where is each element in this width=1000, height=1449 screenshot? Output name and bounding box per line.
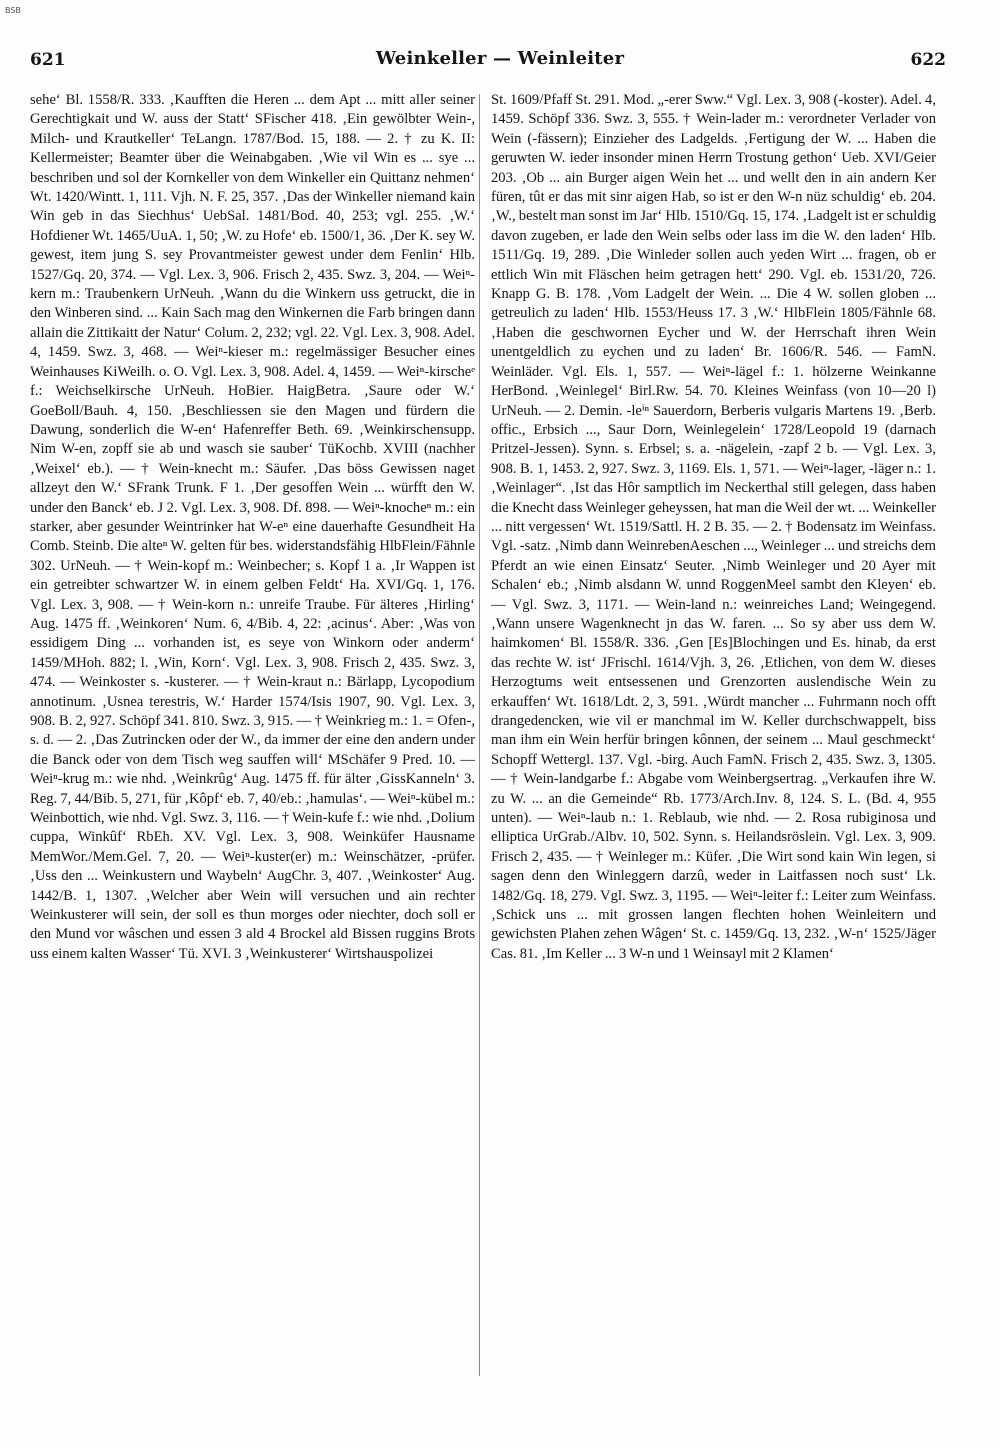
right-column xyxy=(491,91,936,964)
right-column-text: St. 1609/Pfaff St. 291. Mod. „-erer Sww.“ Vgl. Lex. 3, 908 (-koster). Adel. 4, 1459. Schöpf 336. Swz. 3, 555. † Wein-lader m.: verordneter Verlader von Wein (-fässern); Einzieher des Ladgelds. ‚Fertigung der W. ... Haben die geruwten W. ieder insonder minen Herrn Trostung gethon‘ Ueb. XVI/Geier 203. ‚Ob ... ain Burger aigen Wein het ... und wellt den in ain andern Ker füren, tût er das mit sinr aigen Hab, so ist er den W-n nüz schuldig‘ eb. 204. ‚W., bestelt man sonst im Jar‘ Hlb. 1510/Gq. 15, 174. ‚Ladgelt ist er schuldig davon zugeben, er lade den Wein selbs oder lass im die W. den laden‘ Hlb. 1511/Gq. 19, 289. ‚Die Winleder sollen auch yeden Wirt ... fragen, ob er ettlich Win mit Fläschen heim getragen hett‘ 290. Vgl. eb. 1531/20, 726. Knapp G. B. 178. ‚Vom Ladgelt der Wein. ... Die 4 W. sollen globen ... getreulich zu laden‘ Hlb. 1553/Heuss 17. 3 ‚W.‘ HlbFlein 1805/Fähnle 68. ‚Haben die geschwornen Eycher und W. der Herrschaft ihren Wein unentgeldlich zu eychen und zu laden‘ Br. 1606/R. 546. — FamN. Weinläder. Vgl. Els. 1, 557. — Weiⁿ-lägel f.: 1. hölzerne Weinkanne HerBond. ‚Weinlegel‘ Birl.Rw. 54. 70. Kleines Weinfass (von 10—20 l) UrNeuh. — 2. Demin. -leⁱⁿ Sauerdorn, Berberis vulgaris Martens 19. ‚Berb. offic., Erbsich ..., Saur Dorn, Weinlegelein‘ 1728/Leopold 19 (darnach Pritzel-Jessen). Synn. s. Erbsel; s. a. -nägelein, -zapf 2 b. — Vgl. Lex. 3, 908. B. 1, 1453. 2, 927. Swz. 3, 1169. Els. 1, 571. — Weiⁿ-lager, -läger n.: 1. ‚Weinlager“. ‚Ist das Hôr samptlich im Neckerthal still gelegen, dass haben die Knecht dass Weinleger geheyssen, hat man die Weil der wt. ... Weinkeller ... nitt vergessen‘ Wt. 1519/Sattl. H. 2 B. 35. — 2. † Bodensatz im Weinfass. Vgl. -satz. ‚Nimb dann WeinrebenAeschen ..., Weinleger ... und streichs dem Pferdt an wie einen Einsatz‘ Seuter. ‚Nimb Weinleger und 20 Ayer mit Schalen‘ eb.; ‚Nimb alsdann W. unnd RoggenMeel sambt den Kleyen‘ eb. — Vgl. Swz. 3, 1171. — Wein-land n.: weinreiches Land; Weingegend. ‚Wann unsere Wagenknecht jn das W. faren. ... So sy aber uss dem W. haimkomen‘ Bl. 1558/R. 336. ‚Gen [Es]Blochingen und Es. hinab, da erst das rechte W. ist‘ JFrischl. 1614/Vjh. 3, 26. ‚Etlichen, von dem W. dieses Herzogtums weit entsessenen und Grenzorten auslendische Wein zu erkauffen‘ Wt. 1618/Ldt. 2, 3, 591. ‚Würdt mancher ... Fuhrmann noch offt drangedencken, wie vil er manchmal im W. Keller durchschwappelt, biss man ihm ein Wein herfür bringen kônnen, der seinem ... Maul geschmeckt‘ Schopff Wettergl. 137. Vgl. -birg. Auch FamN. Frisch 2, 435. Swz. 3, 1305. — † Wein-landgarbe f.: Abgabe vom Weinbergsertrag. „Verkaufen ihre W. zu W. ... an die Gemeinde“ Rb. 1773/Arch.Inv. 8, 124. S. L. (Bd. 4, 955 unten). — Weiⁿ-laub n.: 1. Reblaub, wie nhd. — 2. Rosa rubiginosa und elliptica UrGrab./Albv. 10, 502. Synn. s. Heilandsröslein. Vgl. Lex. 3, 909. Frisch 2, 435. — † Weinleger m.: Küfer. ‚Die Wirt sond kain Win legen, si sagen denn den Winleggern darzû, weder in Laitfassen noch sust‘ Lk. 1482/Gq. 18, 279. Vgl. Swz. 3, 1195. — Weiⁿ-leiter f.: Leiter zum Weinfass. ‚Schick uns ... mit grossen langen flechten hohen Weinleitern und gewichsten Plahen zehen Wâgen‘ St. c. 1459/Gq. 13, 232. ‚W-n‘ 1525/Jäger Cas. 81. ‚Im Keller ... 3 W-n und 1 Weinsayl mit 2 Klamen‘ xyxy=(491,92,936,962)
left-column xyxy=(30,91,475,964)
page-number-right: 622 xyxy=(910,50,946,70)
column-divider xyxy=(479,94,480,1376)
page-number-left: 621 xyxy=(30,50,66,70)
left-column-text: sehe‘ Bl. 1558/R. 333. ‚Kaufften die Heren ... dem Apt ... mitt aller seiner Gerechtigkait und W. auss der Statt‘ SFischer 418. ‚Ein gewölbter Wein-, Milch- und Krautkeller‘ TeLangn. 1787/Bod. 15, 188. — 2. † zu K. II: Kellermeister; Beamter über die Weinabgaben. ‚Wie vil Win es ... sye ... beschriben und sol der Kornkeller von dem Winkeller ein Quittanz nehmen‘ Wt. 1420/Wintt. 1, 111. Vjh. N. F. 25, 357. ‚Das der Winkeller niemand kain Win geb in das Siechhus‘ UebSal. 1481/Bod. 40, 253; vgl. 255. ‚W.‘ Hofdiener Wt. 1465/UuA. 1, 50; ‚W. zu Hofe‘ eb. 1500/1, 36. ‚Der K. sey W. gewest, item jung S. sey Provantmeister gewest under dem Fenlin‘ Hlb. 1527/Gq. 20, 374. — Vgl. Lex. 3, 906. Frisch 2, 435. Swz. 3, 204. — Weiⁿ-kern m.: Traubenkern UrNeuh. ‚Wann du die Winkern uss getruckt, die in den Winberen sind. ... Kain Sach mag den Winkernen die Farb bringen dann allain die Zittikaitt der Natur‘ Colum. 2, 232; vgl. 22. Vgl. Lex. 3, 908. Adel. 4, 1459. Swz. 3, 468. — Weiⁿ-kieser m.: regelmässiger Besucher eines Weinhauses KiWeilh. o. O. Vgl. Lex. 3, 908. Adel. 4, 1459. — Weiⁿ-kirscheᵉ f.: Weichselkirsche UrNeuh. HoBier. HaigBetra. ‚Saure oder W.‘ GoeBoll/Bauh. 4, 150. ‚Beschliessen sie den Magen und fürdern die Dawung, sonderlich die W-en‘ Hafenreffer Beth. 69. ‚Weinkirschensupp. Nim W-en, zopff sie ab und wasch sie sauber‘ TüKochb. XVIII (nachher ‚Weixel‘ eb.). — † Wein-knecht m.: Säufer. ‚Das böss Gewissen naget allzeyt den W.‘ SFrank Trunk. F 1. ‚Der gesoffen Wein ... würfft den W. under den Banck‘ eb. J 2. Vgl. Lex. 3, 908. Df. 898. — Weiⁿ-knocheⁿ m.: ein starker, aber gesunder Weintrinker hat W-eⁿ eine dauerhafte Gesundheit Ha Comb. Steinb. Die alteⁿ W. gelten für bes. widerstandsfähig HlbFlein/Fähnle 302. UrNeuh. — † Wein-kopf m.: Weinbecher; s. Kopf 1 a. ‚Ir Wappen ist ein getreibter schwartzer W. in einem gelben Feldt‘ Ha. XVI/Gq. 1, 176. Vgl. Lex. 3, 908. — † Wein-korn n.: unreife Traube. Für älteres ‚Hirling‘ Aug. 1475 ff. ‚Weinkoren‘ Num. 6, 4/Bib. 4, 22: ‚acinus‘. Aber: ‚Was von essidigem Ding ... vorhanden ist, es seye von Winkorn oder anderm‘ 1459/MHoh. 882; l. ‚Win, Korn‘. Vgl. Lex. 3, 908. Frisch 2, 435. Swz. 3, 474. — Weinkoster s. -kusterer. — † Wein-kraut n.: Bärlapp, Lycopodium annotinum. ‚Usnea terestris, W.‘ Harder 1574/Isis 1907, 90. Vgl. Lex. 3, 908. B. 2, 927. Schöpf 341. 810. Swz. 3, 915. — † Weinkrieg m.: 1. = Ofen-, s. d. — 2. ‚Das Zutrincken oder der W., da immer der eine den andern under die Banck oder von dem Tisch weg sauffen will‘ MSchäfer 9 Pred. 10. — Weiⁿ-krug m.: wie nhd. ‚Weinkrûg‘ Aug. 1475 ff. für älter ‚GissKanneln‘ 3. Reg. 7, 44/Bib. 5, 271, für ‚Kôpf‘ eb. 7, 40/eb.: ‚hamulas‘. — Weiⁿ-kübel m.: Weinbottich, wie nhd. Vgl. Swz. 3, 116. — † Wein-kufe f.: wie nhd. ‚Dolium cuppa, Winkûf‘ RbEh. XV. Vgl. Lex. 3, 908. Weinküfer Hausname MemWor./Mem.Gel. 7, 20. — Weiⁿ-kuster(er) m.: Weinschätzer, -prüfer. ‚Uss den ... Weinkustern und Waybeln‘ AugChr. 3, 407. ‚Weinkoster‘ Aug. 1442/B. 1, 1307. ‚Welcher aber Wein will versuchen und ain rechter Weinkusterer will sein, der soll es thun morges oder niechter, doch soll er den Mund vor wâschen und essen 3 ald 4 Brockel ald Bissen ruggins Brots uss einem kalten Wasser‘ Tü. XVI. 3 ‚Weinkusterer‘ Wirtshauspolizei xyxy=(30,92,475,962)
library-mark: BSB xyxy=(5,6,21,15)
running-head: Weinkeller — Weinleiter xyxy=(375,48,625,69)
